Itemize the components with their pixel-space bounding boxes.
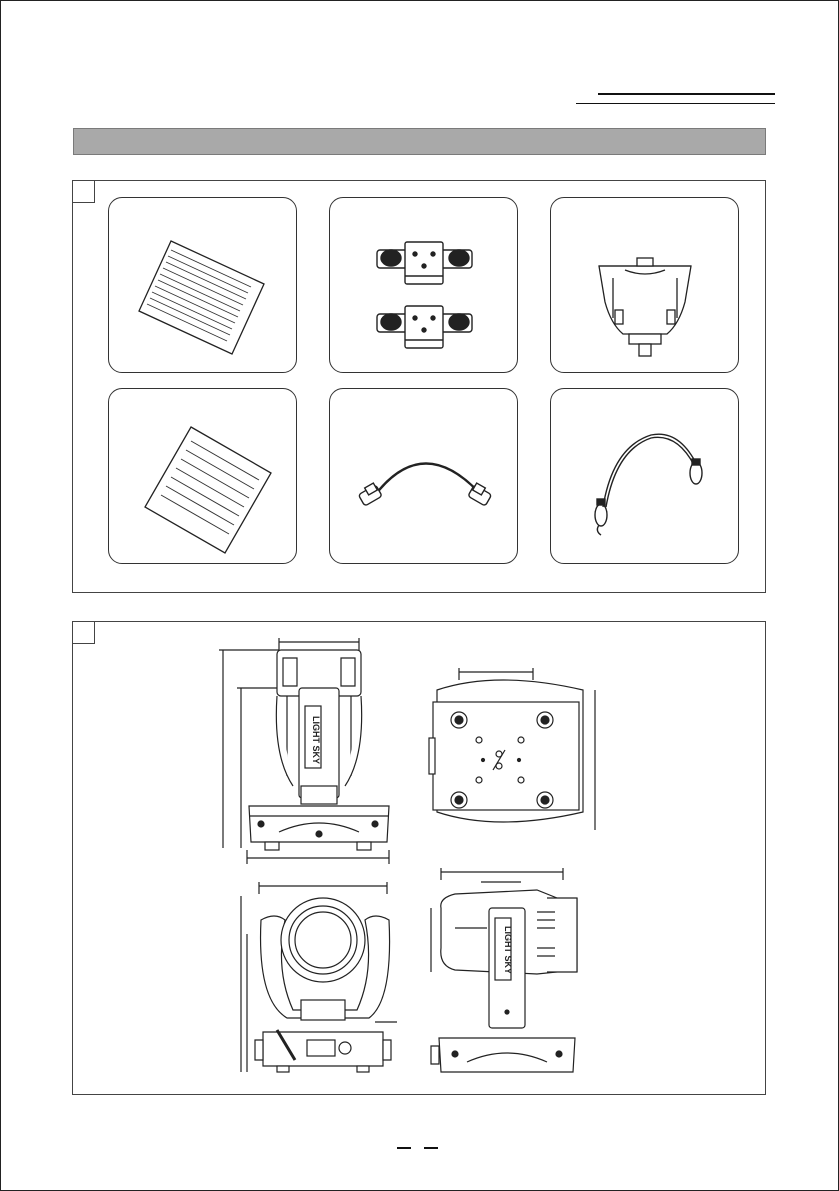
rear-view-drawing [217, 636, 397, 868]
bottom-view-drawing [423, 662, 603, 842]
omega-bracket-icon [330, 198, 519, 374]
section-heading-bar [73, 128, 766, 155]
accessory-card-safety-cable [550, 388, 739, 564]
accessories-frame [72, 180, 766, 593]
brand-label: LIGHT SKY [503, 925, 513, 975]
header-rule-bottom [576, 103, 775, 104]
reflector-icon [551, 198, 740, 374]
xlr-cable-icon [330, 389, 519, 565]
side-view-drawing [427, 868, 587, 1078]
page-number-dash-right [424, 1147, 438, 1149]
accessory-card-brackets [329, 197, 518, 373]
accessory-card-warranty [108, 388, 297, 564]
safety-cable-icon [551, 389, 740, 565]
document-sheet-icon [109, 389, 298, 565]
accessory-card-manual [108, 197, 297, 373]
front-view-drawing [237, 880, 417, 1080]
frame-tag [73, 622, 95, 644]
page-number [397, 1144, 439, 1156]
accessory-card-signal-cable [329, 388, 518, 564]
brand-label: LIGHT SKY [311, 715, 321, 765]
dimensions-frame [72, 621, 766, 1095]
document-sheet-icon [109, 198, 298, 374]
frame-tag [73, 181, 95, 203]
header-rule-top [598, 93, 775, 95]
accessory-card-reflector [550, 197, 739, 373]
page-number-dash-left [397, 1147, 411, 1149]
